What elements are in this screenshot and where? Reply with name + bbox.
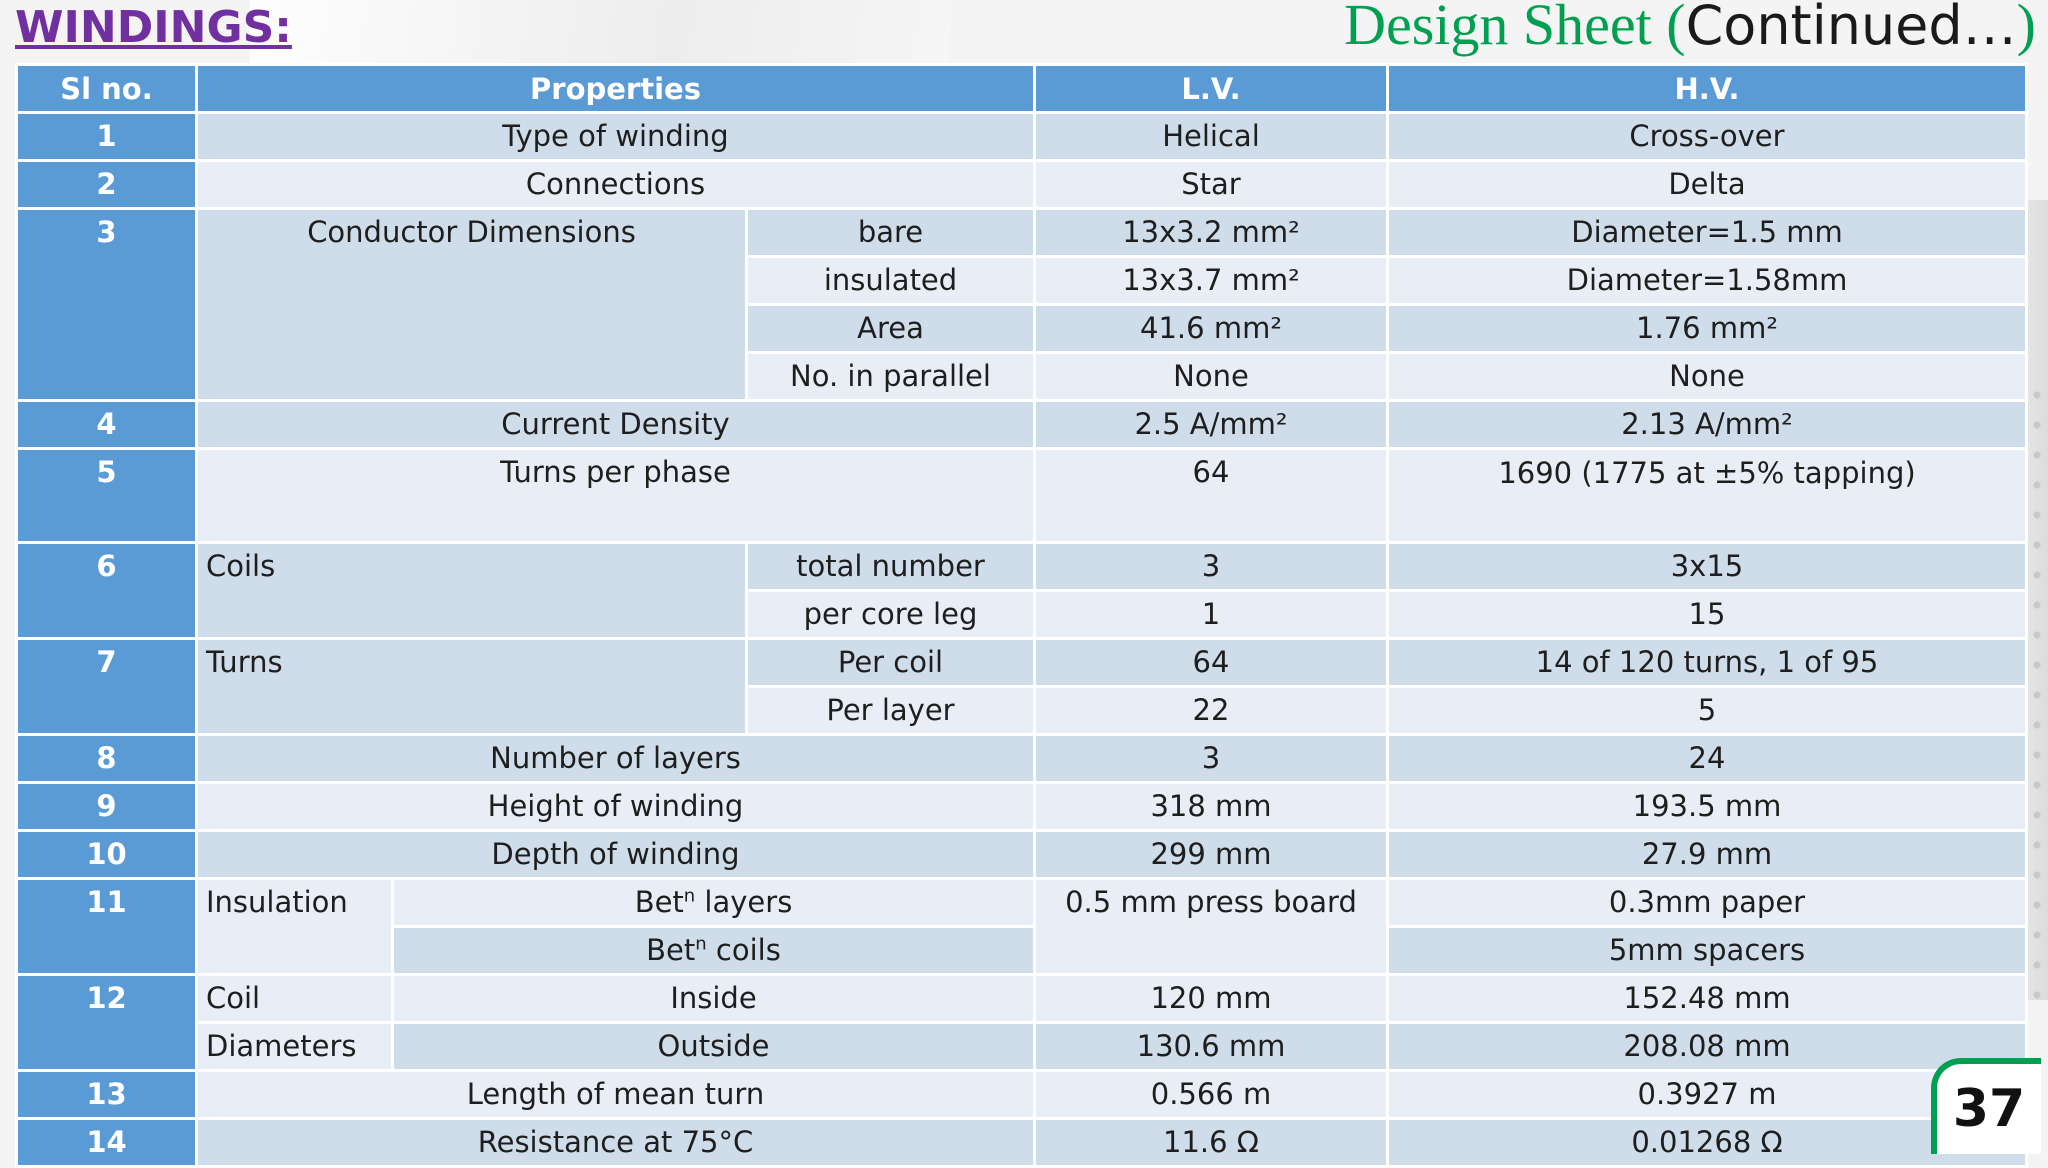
- title-part-2: Continued…: [1685, 0, 2017, 57]
- hv-cell: 27.9 mm: [1388, 831, 2027, 879]
- sub-property-cell: bare: [747, 209, 1035, 257]
- row-number: 4: [17, 401, 197, 449]
- table-row: [17, 879, 2027, 927]
- property-cell: Height of winding: [197, 783, 1035, 831]
- lv-cell: 13x3.2 mm²: [1035, 209, 1388, 257]
- design-sheet-table: [15, 63, 2028, 1168]
- sub-property-cell: Area: [747, 305, 1035, 353]
- lv-cell: 64: [1035, 639, 1388, 687]
- hv-cell: Diameter=1.5 mm: [1388, 209, 2027, 257]
- column-header: H.V.: [1388, 65, 2027, 113]
- table-row: [17, 831, 2027, 879]
- hv-cell: None: [1388, 353, 2027, 401]
- superscript: n: [695, 933, 707, 955]
- lv-cell: 120 mm: [1035, 975, 1388, 1023]
- table-row: [17, 1023, 2027, 1071]
- hv-cell: 5: [1388, 687, 2027, 735]
- lv-cell: Helical: [1035, 113, 1388, 161]
- row-number: 13: [17, 1071, 197, 1119]
- row-number: 3: [17, 209, 197, 401]
- lv-cell: 3: [1035, 735, 1388, 783]
- lv-cell: 0.5 mm press board: [1035, 879, 1388, 975]
- column-header: Sl no.: [17, 65, 197, 113]
- row-number: 1: [17, 113, 197, 161]
- property-cell: Insulation: [197, 879, 393, 975]
- background-decoration: [250, 0, 950, 70]
- property-cell: Connections: [197, 161, 1035, 209]
- lv-cell: 318 mm: [1035, 783, 1388, 831]
- lv-cell: 3: [1035, 543, 1388, 591]
- hv-cell: 14 of 120 turns, 1 of 95: [1388, 639, 2027, 687]
- sub-property-cell: insulated: [747, 257, 1035, 305]
- lv-cell: Star: [1035, 161, 1388, 209]
- property-cell: Turns: [197, 639, 747, 735]
- lv-cell: 13x3.7 mm²: [1035, 257, 1388, 305]
- sub-property-text: layers: [695, 885, 793, 919]
- column-header: L.V.: [1035, 65, 1388, 113]
- hv-cell: Cross-over: [1388, 113, 2027, 161]
- row-number: 14: [17, 1119, 197, 1167]
- lv-cell: 64: [1035, 449, 1388, 543]
- table-row: [17, 209, 2027, 257]
- lv-cell: 2.5 A/mm²: [1035, 401, 1388, 449]
- property-cell: Diameters: [197, 1023, 393, 1071]
- hv-cell: 208.08 mm: [1388, 1023, 2027, 1071]
- property-cell: Coil: [197, 975, 393, 1023]
- column-header: Properties: [197, 65, 1035, 113]
- decorative-dots: [2030, 380, 2044, 1000]
- lv-cell: 299 mm: [1035, 831, 1388, 879]
- property-cell: Depth of winding: [197, 831, 1035, 879]
- table-row: [17, 783, 2027, 831]
- hv-cell: 0.3927 m: [1388, 1071, 2027, 1119]
- row-number: 11: [17, 879, 197, 975]
- row-number: 9: [17, 783, 197, 831]
- hv-cell: 15: [1388, 591, 2027, 639]
- lv-cell: 0.566 m: [1035, 1071, 1388, 1119]
- slide-title: [1344, 0, 2036, 56]
- lv-cell: 1: [1035, 591, 1388, 639]
- row-number: 12: [17, 975, 197, 1071]
- table-row: [17, 449, 2027, 543]
- row-number: 10: [17, 831, 197, 879]
- property-cell: Coils: [197, 543, 747, 639]
- lv-cell: 11.6 Ω: [1035, 1119, 1388, 1167]
- property-cell: Turns per phase: [197, 449, 1035, 543]
- title-part-1: Design Sheet (: [1344, 0, 1686, 57]
- sub-property-cell: per core leg: [747, 591, 1035, 639]
- lv-cell: 130.6 mm: [1035, 1023, 1388, 1071]
- property-cell: Type of winding: [197, 113, 1035, 161]
- hv-cell: 0.3mm paper: [1388, 879, 2027, 927]
- table-header-row: [17, 65, 2027, 113]
- sub-property-cell: Per coil: [747, 639, 1035, 687]
- table-row: [17, 543, 2027, 591]
- row-number: 6: [17, 543, 197, 639]
- section-heading: WINDINGS:: [15, 2, 292, 53]
- sub-property-cell: total number: [747, 543, 1035, 591]
- hv-cell: 2.13 A/mm²: [1388, 401, 2027, 449]
- sub-property-cell: Outside: [393, 1023, 1035, 1071]
- property-cell: Conductor Dimensions: [197, 209, 747, 401]
- table-row: [17, 639, 2027, 687]
- row-number: 7: [17, 639, 197, 735]
- property-cell: Current Density: [197, 401, 1035, 449]
- sub-property-cell: Inside: [393, 975, 1035, 1023]
- sub-property-cell: No. in parallel: [747, 353, 1035, 401]
- sub-property-text: coils: [706, 933, 781, 967]
- hv-cell: 193.5 mm: [1388, 783, 2027, 831]
- table-row: [17, 735, 2027, 783]
- sub-property-cell: [393, 879, 1035, 927]
- row-number: 2: [17, 161, 197, 209]
- title-part-3: ): [2016, 0, 2036, 57]
- sub-property-cell: Per layer: [747, 687, 1035, 735]
- row-number: 5: [17, 449, 197, 543]
- page-number-badge: 37: [1931, 1058, 2041, 1154]
- hv-cell: 0.01268 Ω: [1388, 1119, 2027, 1167]
- hv-cell: Delta: [1388, 161, 2027, 209]
- hv-cell: 1690 (1775 at ±5% tapping): [1388, 449, 2027, 543]
- table-row: [17, 113, 2027, 161]
- sub-property-text: Bet: [646, 933, 696, 967]
- hv-cell: 5mm spacers: [1388, 927, 2027, 975]
- property-cell: Resistance at 75°C: [197, 1119, 1035, 1167]
- table-row: [17, 1119, 2027, 1167]
- hv-cell: 1.76 mm²: [1388, 305, 2027, 353]
- lv-cell: 22: [1035, 687, 1388, 735]
- hv-cell: 24: [1388, 735, 2027, 783]
- table-row: [17, 401, 2027, 449]
- hv-cell: 152.48 mm: [1388, 975, 2027, 1023]
- property-cell: Length of mean turn: [197, 1071, 1035, 1119]
- table-row: [17, 975, 2027, 1023]
- superscript: n: [683, 885, 696, 907]
- hv-cell: 3x15: [1388, 543, 2027, 591]
- lv-cell: 41.6 mm²: [1035, 305, 1388, 353]
- table-row: [17, 161, 2027, 209]
- property-cell: Number of layers: [197, 735, 1035, 783]
- row-number: 8: [17, 735, 197, 783]
- table-row: [17, 1071, 2027, 1119]
- sub-property-text: Bet: [634, 885, 684, 919]
- hv-cell: Diameter=1.58mm: [1388, 257, 2027, 305]
- sub-property-cell: [393, 927, 1035, 975]
- lv-cell: None: [1035, 353, 1388, 401]
